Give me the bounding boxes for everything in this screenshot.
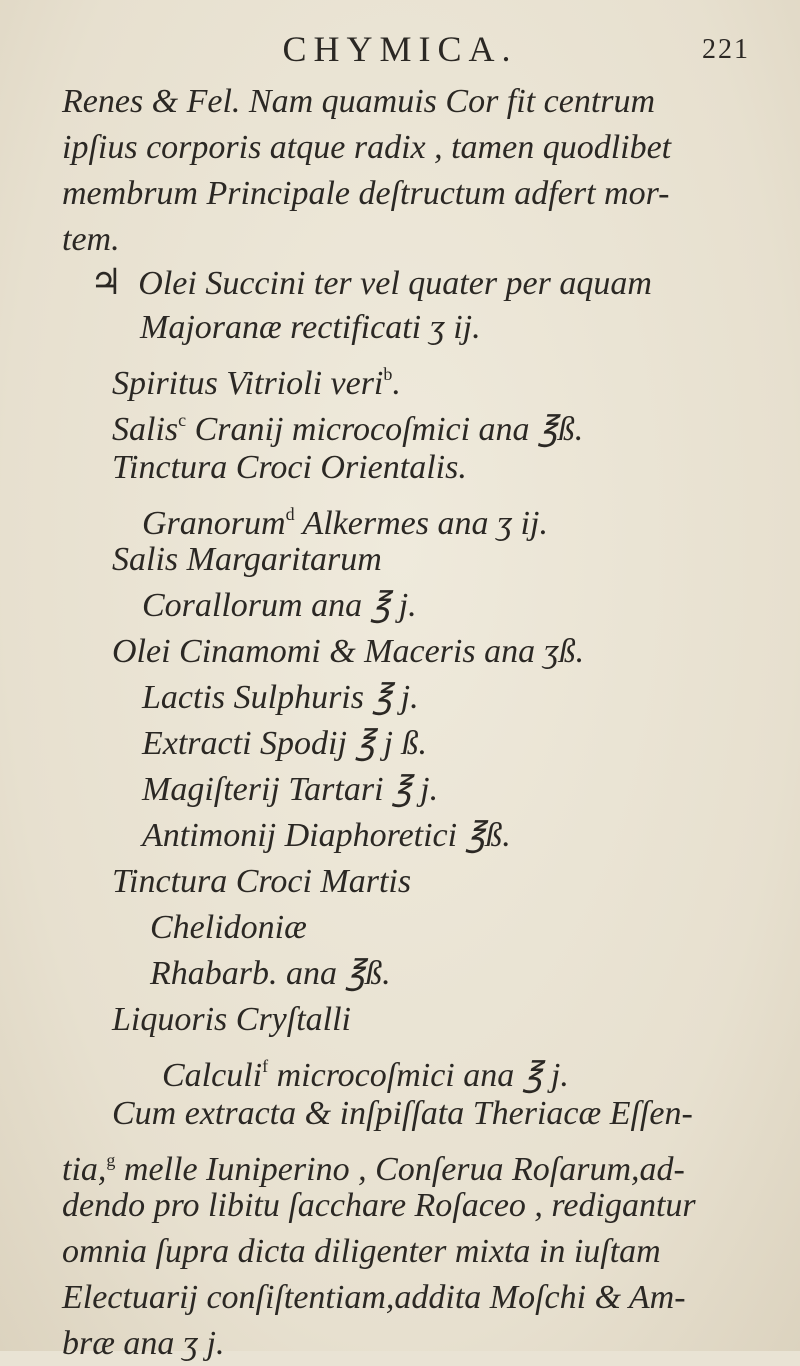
text-line bbox=[150, 906, 307, 950]
line-text: dendo pro libitu ſacchare Roſaceo , redigantur bbox=[62, 1187, 696, 1224]
line-text: Lactis Sulphuris ℥ j. bbox=[142, 679, 419, 716]
text-line bbox=[142, 814, 511, 858]
text-line bbox=[62, 1322, 224, 1366]
line-text: Olei Cinamomi & Maceris ana ʒß. bbox=[112, 633, 585, 670]
line-text: Electuarij conſiſtentiam,addita Moſchi & Am- bbox=[62, 1279, 686, 1316]
text-line bbox=[62, 1276, 686, 1320]
line-text: Olei Succini ter vel quater per aquam bbox=[138, 265, 652, 302]
line-text: ipſius corporis atque radix , tamen quodlibet bbox=[62, 129, 672, 166]
line-text: Granorum bbox=[142, 505, 286, 542]
text-line bbox=[142, 768, 438, 812]
line-text: Renes & Fel. Nam quamuis Cor fit centrum bbox=[62, 83, 656, 120]
line-text-continued: melle Iuniperino , Conſerua Roſarum,ad- bbox=[115, 1151, 685, 1188]
line-text: tem. bbox=[62, 221, 120, 258]
line-text: Calculi bbox=[162, 1057, 263, 1094]
text-line bbox=[162, 1044, 569, 1098]
text-line bbox=[142, 722, 427, 766]
text-line bbox=[62, 126, 671, 170]
line-text: Extracti Spodij ℥ j ß. bbox=[142, 725, 427, 762]
footnote-marker: c bbox=[178, 410, 187, 430]
line-text: Magiſterij Tartari ℥ j. bbox=[142, 771, 439, 808]
text-line bbox=[90, 260, 652, 306]
footnote-marker: g bbox=[106, 1150, 116, 1170]
line-text: Majoranæ rectificati ʒ ij. bbox=[140, 309, 481, 346]
page-number: 221 bbox=[702, 34, 750, 65]
text-line bbox=[150, 952, 391, 996]
recipe-symbol: ♃ bbox=[90, 262, 123, 302]
line-text: Salis Margaritarum bbox=[112, 541, 382, 578]
line-text: Liquoris Cryſtalli bbox=[112, 1001, 351, 1038]
text-line bbox=[112, 1092, 693, 1136]
text-line bbox=[112, 998, 351, 1042]
text-line bbox=[62, 1230, 661, 1274]
running-head: CHYMICA. bbox=[282, 29, 518, 69]
text-line bbox=[112, 538, 382, 582]
line-text: membrum Principale deſtructum adfert mor- bbox=[62, 175, 670, 212]
line-text: Salis bbox=[112, 411, 179, 448]
line-text-continued: microcoſmici ana ℥ j. bbox=[268, 1057, 569, 1094]
line-text: bræ ana ʒ j. bbox=[62, 1325, 225, 1362]
text-line bbox=[112, 446, 467, 490]
text-line bbox=[62, 1184, 696, 1228]
line-text: Cum extracta & inſpiſſata Theriacæ Eſſen- bbox=[112, 1095, 693, 1132]
text-line bbox=[62, 172, 669, 216]
footnote-marker: d bbox=[285, 504, 295, 524]
line-text-continued: Alkermes ana ʒ ij. bbox=[294, 505, 548, 542]
text-line bbox=[62, 80, 655, 124]
text-line bbox=[62, 218, 120, 262]
line-text: Chelidoniæ bbox=[150, 909, 307, 946]
footnote-marker: f bbox=[262, 1056, 269, 1076]
line-text: Rhabarb. ana ℥ß. bbox=[150, 955, 391, 992]
line-text: Tinctura Croci Orientalis. bbox=[112, 449, 467, 486]
text-line bbox=[140, 306, 481, 350]
line-text: Tinctura Croci Martis bbox=[112, 863, 412, 900]
page-header bbox=[0, 28, 800, 78]
text-line bbox=[112, 860, 411, 904]
text-line bbox=[112, 398, 583, 452]
text-line bbox=[112, 630, 584, 674]
line-text-continued: Cranij microcoſmici ana ℥ß. bbox=[186, 411, 584, 448]
line-text: Spiritus Vitrioli veri bbox=[112, 365, 384, 402]
line-text: omnia ſupra dicta diligenter mixta in iuſtam bbox=[62, 1233, 661, 1270]
line-text: Antimonij Diaphoretici ℥ß. bbox=[142, 817, 511, 854]
text-line bbox=[142, 584, 417, 628]
footnote-marker: b bbox=[383, 364, 393, 384]
line-text-continued: . bbox=[392, 365, 401, 402]
line-text: tia, bbox=[62, 1151, 107, 1188]
text-line bbox=[142, 676, 419, 720]
line-text: Corallorum ana ℥ j. bbox=[142, 587, 417, 624]
